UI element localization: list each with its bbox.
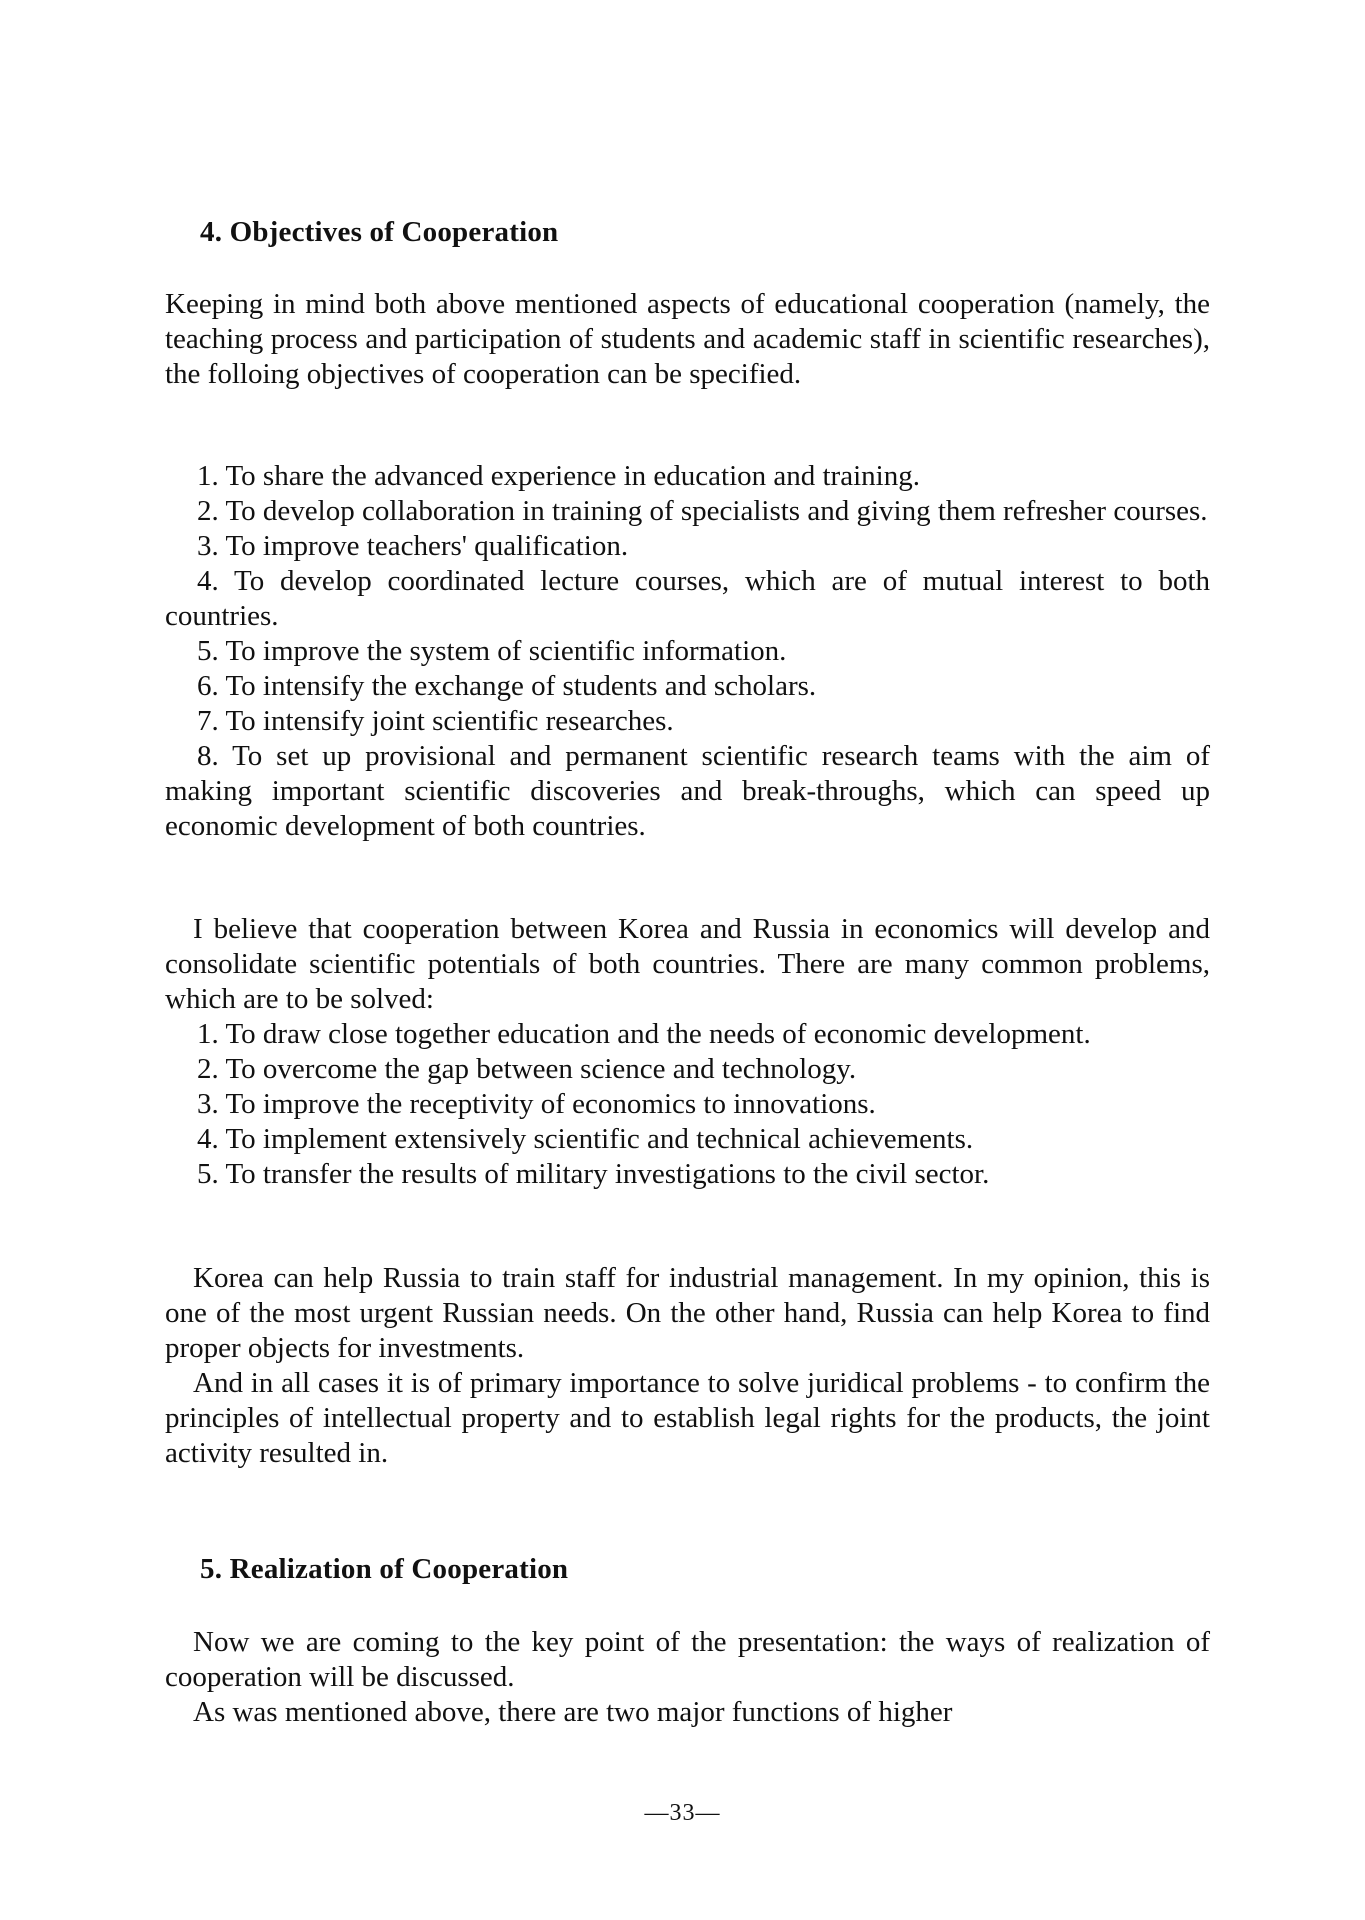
objective-item: 4. To develop coordinated lecture courses, which are of mutual interest to both countries. [165, 565, 1210, 632]
realization-paragraph: Now we are coming to the key point of the presentation: the ways of realization of cooperation will be discussed. [165, 1626, 1210, 1693]
section-4-intro [165, 287, 1210, 392]
juridical-paragraph: And in all cases it is of primary importance to solve juridical problems - to confirm the principles of intellectual property and to establish legal rights for the products, the joint activity resulted in. [165, 1367, 1210, 1469]
objective-item: 1. To share the advanced experience in education and training. [197, 460, 920, 492]
objective-item: 7. To intensify joint scientific researches. [197, 705, 674, 737]
objective-item: 2. To develop collaboration in training of specialists and giving them refresher courses. [197, 495, 1208, 527]
functions-paragraph: As was mentioned above, there are two major functions of higher [193, 1696, 953, 1728]
section-5-heading: 5. Realization of Cooperation [200, 1553, 569, 1585]
objective-item: 8. To set up provisional and permanent scientific research teams with the aim of making important scientific discoveries and break-throughs, which can speed up economic development of both countries. [165, 740, 1210, 842]
page-number: —33— [644, 1800, 721, 1826]
objectives-list [165, 459, 1210, 844]
korea-russia-block [165, 1261, 1210, 1471]
objective-item: 3. To improve teachers' qualification. [197, 530, 629, 562]
problem-item: 5. To transfer the results of military investigations to the civil sector. [197, 1158, 990, 1190]
problem-item: 1. To draw close together education and the needs of economic development. [197, 1018, 1091, 1050]
belief-block [165, 912, 1210, 1192]
intro-paragraph: Keeping in mind both above mentioned aspects of educational cooperation (namely, the teaching process and participation of students and academic staff in scientific researches), the folloing objectives of cooperation can be specified. [165, 288, 1210, 390]
section-5-body [165, 1625, 1210, 1730]
korea-help-paragraph: Korea can help Russia to train staff for industrial management. In my opinion, this is one of the most urgent Russian needs. On the other hand, Russia can help Korea to find proper objects for investments. [165, 1262, 1210, 1364]
objective-item: 6. To intensify the exchange of students and scholars. [197, 670, 817, 702]
problem-item: 4. To implement extensively scientific and technical achievements. [197, 1123, 974, 1155]
problem-item: 2. To overcome the gap between science and technology. [197, 1053, 857, 1085]
section-4-heading: 4. Objectives of Cooperation [200, 216, 559, 248]
problem-item: 3. To improve the receptivity of economics to innovations. [197, 1088, 876, 1120]
objective-item: 5. To improve the system of scientific information. [197, 635, 787, 667]
belief-paragraph: I believe that cooperation between Korea and Russia in economics will develop and consolidate scientific potentials of both countries. There are many common problems, which are to be solved: [165, 913, 1210, 1015]
